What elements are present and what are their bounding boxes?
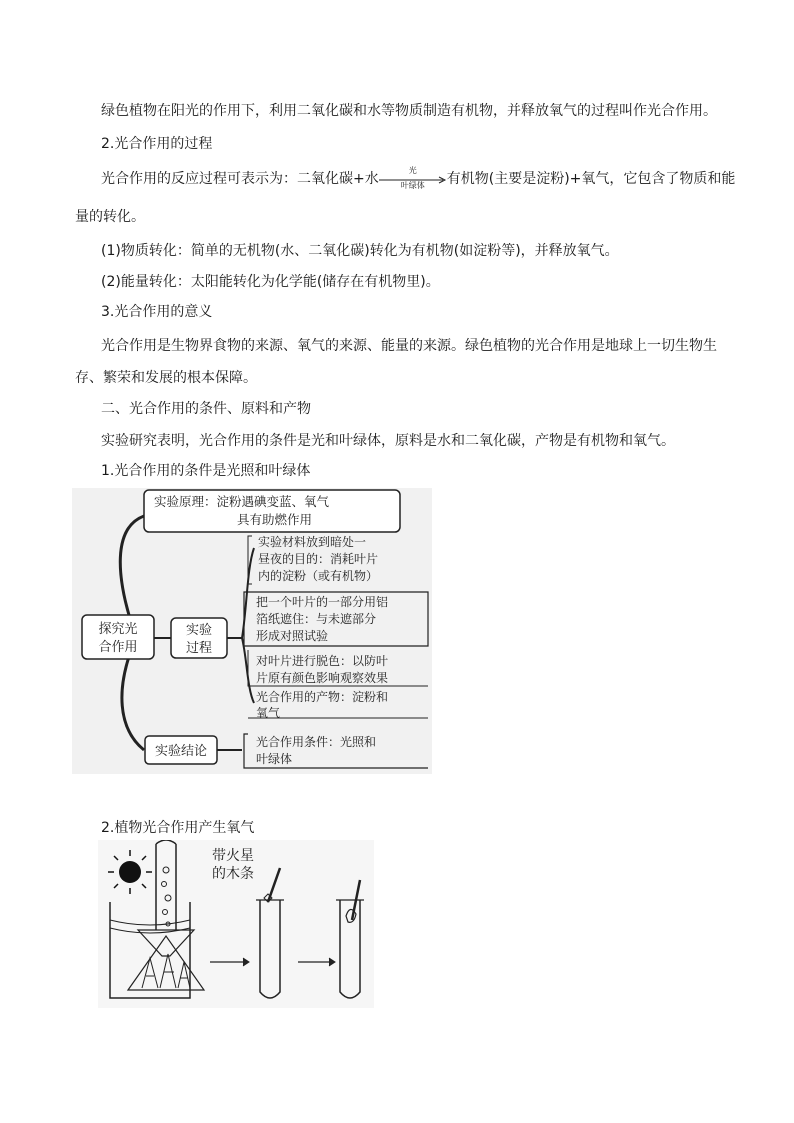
process-line-1: 实验 — [185, 623, 213, 638]
step3-line-1: 对叶片进行脱色：以防叶 — [256, 654, 389, 668]
equation-line — [101, 166, 736, 190]
oxygen-experiment-figure — [98, 840, 374, 1008]
step1-line-1: 实验材料放到暗处一 — [258, 535, 367, 549]
splint-label-line-2: 的木条 — [212, 866, 254, 882]
funnel-icon — [138, 930, 194, 956]
arrow-right-icon — [210, 958, 249, 966]
meaning-line-2: 存、繁荣和发展的根本保障。 — [75, 370, 257, 386]
sun-icon — [108, 850, 152, 894]
process-line-2: 过程 — [185, 641, 213, 656]
experiment-result: 实验研究表明，光合作用的条件是光和叶绿体，原料是水和二氧化碳，产物是有机物和氧气。 — [101, 433, 675, 449]
oxygen-experiment-diagram — [98, 840, 374, 1008]
root-node-line-2: 合作用 — [98, 640, 138, 655]
equation-suffix: 有机物(主要是淀粉)+氧气，它包含了物质和能 — [446, 171, 736, 187]
equation-prefix: 光合作用的反应过程可表示为：二氧化碳+水 — [101, 171, 379, 187]
beaker-icon — [110, 902, 190, 998]
test-tube-icon — [340, 900, 360, 998]
splint-label-line-1: 带火星 — [212, 848, 254, 864]
step3-line-2: 片原有颜色影响观察效果 — [256, 671, 389, 685]
root-node-line-1: 探究光 — [98, 622, 138, 637]
meaning-line-1: 光合作用是生物界食物的来源、氧气的来源、能量的来源。绿色植物的光合作用是地球上一切生物生 — [101, 338, 717, 354]
heading-process: 2.光合作用的过程 — [101, 136, 213, 152]
result-line-2: 叶绿体 — [256, 752, 293, 766]
mindmap-diagram — [72, 488, 432, 774]
matter-conversion: (1)物质转化：简单的无机物(水、二氧化碳)转化为有机物(如淀粉等)，并释放氧气。 — [101, 243, 619, 259]
test-tube-icon — [260, 900, 280, 998]
glowing-splint-icon — [268, 868, 280, 902]
heading-condition: 1.光合作用的条件是光照和叶绿体 — [101, 463, 311, 479]
step1-line-3: 内的淀粉（或有机物） — [258, 569, 379, 583]
result-line-1: 光合作用条件：光照和 — [256, 735, 377, 749]
arrow-condition-light: 光 — [408, 166, 417, 175]
heading-section-2: 二、光合作用的条件、原料和产物 — [101, 401, 311, 417]
step2-line-3: 形成对照试验 — [256, 629, 329, 643]
mindmap-figure — [72, 488, 432, 774]
equation-continuation: 量的转化。 — [75, 209, 145, 225]
heading-oxygen: 2.植物光合作用产生氧气 — [101, 820, 255, 836]
step1-line-2: 昼夜的目的：消耗叶片 — [258, 552, 379, 566]
step4-line-2: 氧气 — [256, 706, 281, 720]
arrow-right-icon — [298, 958, 335, 966]
reaction-arrow — [379, 166, 447, 190]
energy-conversion: (2)能量转化：太阳能转化为化学能(储存在有机物里)。 — [101, 274, 440, 290]
principle-line-2: 具有助燃作用 — [237, 512, 313, 527]
arrow-condition-chloroplast: 叶绿体 — [400, 181, 425, 190]
step4-line-1: 光合作用的产物：淀粉和 — [256, 690, 389, 704]
heading-meaning: 3.光合作用的意义 — [101, 304, 213, 320]
conclusion-label: 实验结论 — [154, 744, 208, 759]
step2-line-2: 箔纸遮住：与未遮部分 — [256, 612, 377, 626]
step2-line-1: 把一个叶片的一部分用铝 — [256, 595, 389, 609]
principle-line-1: 实验原理：淀粉遇碘变蓝、氧气 — [154, 494, 330, 509]
flame-icon — [346, 909, 356, 922]
bubbles-icon — [162, 867, 172, 926]
definition-paragraph: 绿色植物在阳光的作用下，利用二氧化碳和水等物质制造有机物，并释放氧气的过程叫作光合作用。 — [101, 103, 717, 119]
